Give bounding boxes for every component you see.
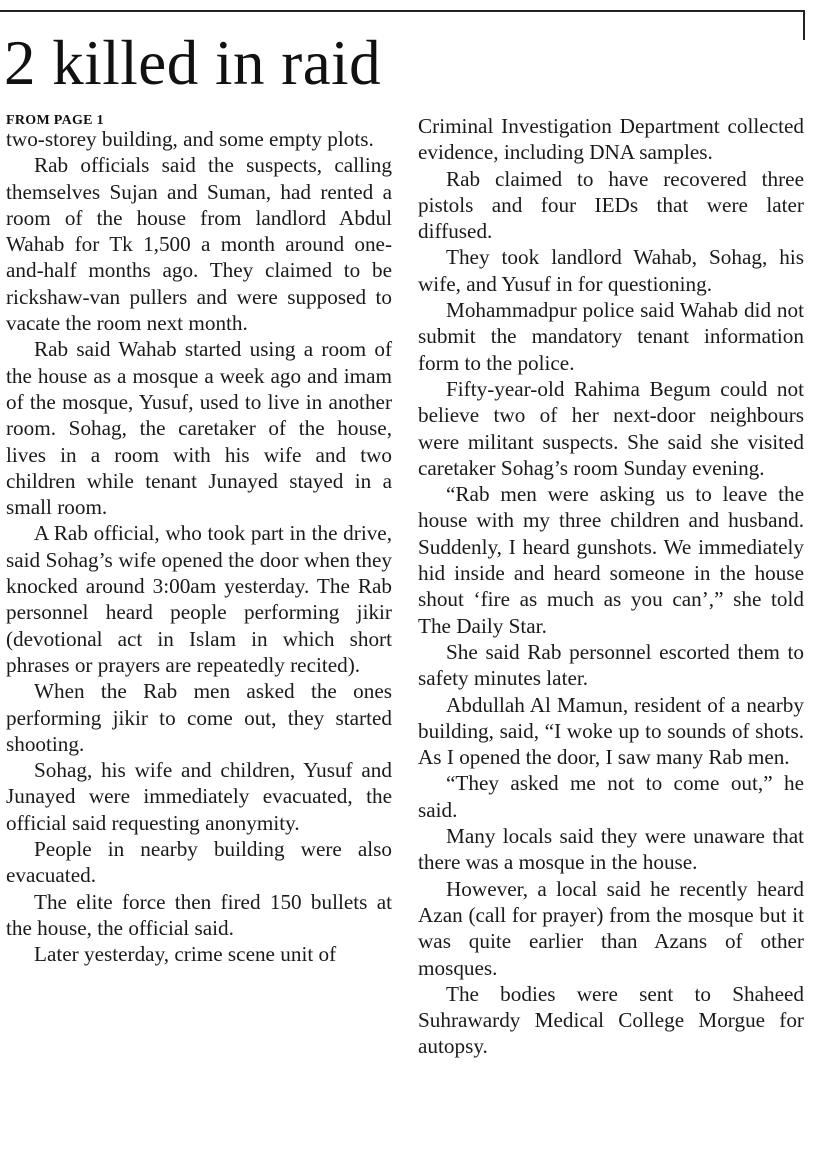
left-column (6, 113, 392, 968)
paragraph: Fifty-year-old Rahima Begum could not believe two of her next-door neighbours were militant suspects. She said she visited caretaker Sohag’s room Sunday evening. (418, 376, 804, 480)
continuation-label: FROM PAGE 1 (6, 113, 104, 128)
paragraph: Many locals said they were unaware that there was a mosque in the house. (418, 824, 804, 875)
paragraph: The elite force then fired 150 bullets at the house, the official said. (6, 889, 392, 940)
paragraph: Later yesterday, crime scene unit of (34, 942, 337, 967)
paragraph: Mohammadpur police said Wahab did not submit the mandatory tenant information form to the police. (418, 298, 804, 375)
paragraph: Rab officials said the suspects, calling themselves Sujan and Suman, had rented a room of the house from landlord Abdul Wahab for Tk 1,500 a month around one-and-half months ago. They claimed to be rickshaw-van pullers and were supposed to vacate the room next month. (6, 153, 392, 336)
paragraph: “They asked me not to come out,” he said. (418, 771, 804, 822)
paragraph: A Rab official, who took part in the drive, said Sohag’s wife opened the door when they knocked around 3:00am yesterday. The Rab personnel heard people performing jikir (devotional act in Islam in which short phrases or prayers are repeatedly recited). (6, 521, 392, 677)
top-rule (0, 10, 805, 12)
right-column (418, 113, 804, 1060)
paragraph: People in nearby building were also evacuated. (6, 837, 392, 888)
paragraph: two-storey building, and some empty plots. (6, 127, 374, 151)
paragraph: “Rab men were asking us to leave the house with my three children and husband. Suddenly, I heard gunshots. We immediately hid inside and heard someone in the house shout ‘fire as much as you can’,” she told The Daily Star. (418, 482, 804, 638)
paragraph: The bodies were sent to Shaheed Suhrawardy Medical College Morgue for autopsy. (418, 981, 804, 1059)
paragraph: Abdullah Al Mamun, resident of a nearby building, said, “I woke up to sounds of shots. As I opened the door, I saw many Rab men. (418, 692, 804, 770)
headline: 2 killed in raid (4, 28, 382, 98)
paragraph: Criminal Investigation Department collected evidence, including DNA samples. (418, 114, 804, 165)
paragraph: They took landlord Wahab, Sohag, his wife, and Yusuf in for questioning. (418, 245, 804, 296)
paragraph: Sohag, his wife and children, Yusuf and Junayed were immediately evacuated, the official said requesting anonymity. (6, 758, 392, 835)
paragraph: Rab said Wahab started using a room of the house as a mosque a week ago and imam of the mosque, Yusuf, used to live in another room. Sohag, the caretaker of the house, lives in a room with his wife and two children while tenant Junayed stayed in a small room. (6, 337, 392, 520)
paragraph: When the Rab men asked the ones performing jikir to come out, they started shooting. (6, 679, 392, 756)
paragraph: However, a local said he recently heard Azan (call for prayer) from the mosque but it was quite earlier than Azans of other mosques. (418, 876, 804, 980)
paragraph: Rab claimed to have recovered three pistols and four IEDs that were later diffused. (418, 166, 804, 244)
right-rule (803, 10, 805, 40)
paragraph: She said Rab personnel escorted them to safety minutes later. (418, 639, 804, 691)
